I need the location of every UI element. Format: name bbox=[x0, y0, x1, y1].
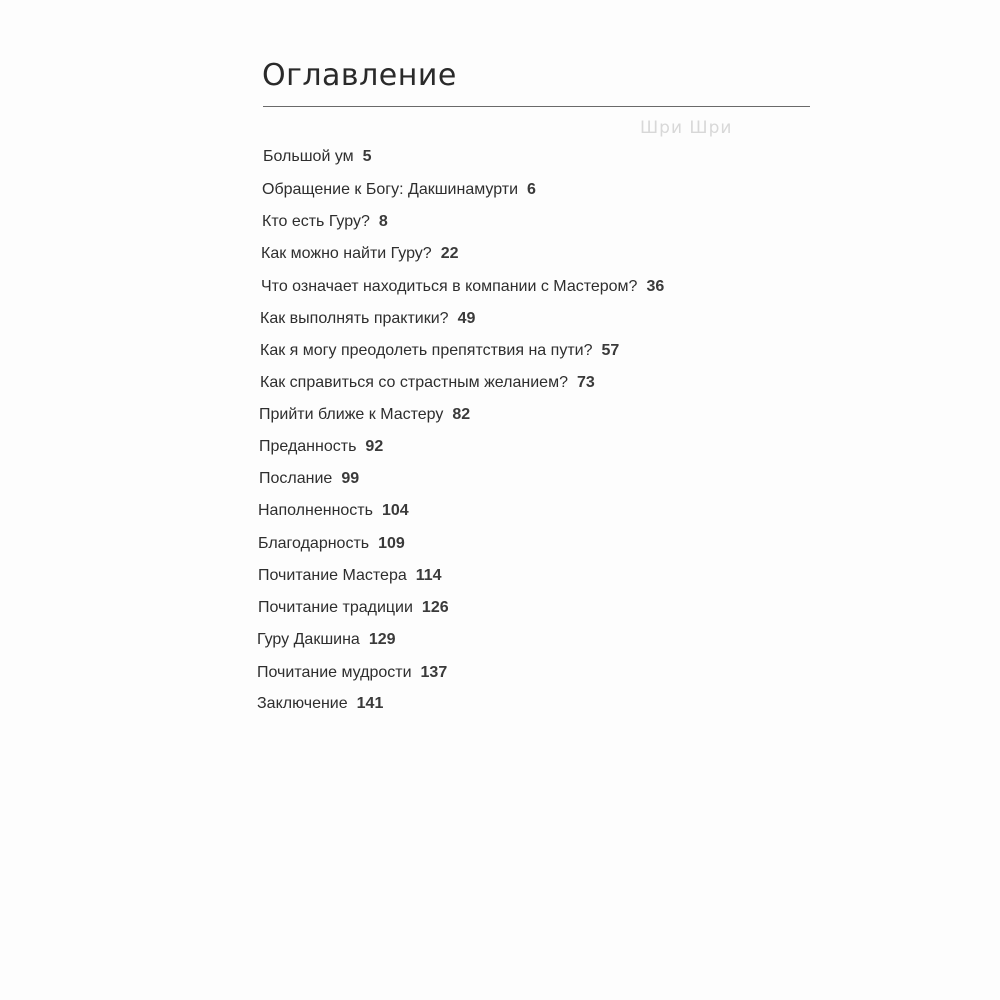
entry-page-number: 22 bbox=[440, 245, 459, 262]
entry-title: Заключение bbox=[257, 695, 348, 712]
entry-page-number: 36 bbox=[646, 278, 665, 295]
toc-entry bbox=[257, 694, 383, 714]
entry-title: Как я могу преодолеть препятствия на пути? bbox=[260, 342, 593, 359]
toc-entry bbox=[257, 663, 447, 683]
entry-page-number: 104 bbox=[381, 502, 409, 519]
entry-title: Послание bbox=[259, 470, 333, 487]
entry-title: Почитание мудрости bbox=[257, 664, 412, 681]
entry-title: Прийти ближе к Мастеру bbox=[259, 406, 444, 423]
entry-page-number: 8 bbox=[378, 213, 388, 230]
entry-page-number: 137 bbox=[420, 664, 448, 681]
toc-entry bbox=[261, 277, 664, 297]
bleed-through-text: Шри Шри bbox=[640, 118, 733, 138]
entry-page-number: 5 bbox=[362, 148, 372, 165]
entry-page-number: 92 bbox=[365, 438, 384, 455]
entry-page-number: 49 bbox=[457, 310, 476, 327]
toc-entry bbox=[258, 566, 442, 586]
toc-entry bbox=[257, 630, 396, 650]
toc-entry bbox=[263, 147, 372, 167]
entry-title: Гуру Дакшина bbox=[257, 631, 360, 648]
toc-entry bbox=[258, 534, 405, 554]
toc-entry bbox=[258, 598, 449, 618]
toc-entry bbox=[259, 437, 383, 457]
entry-page-number: 99 bbox=[341, 470, 360, 487]
toc-entry bbox=[258, 501, 409, 521]
entry-title: Кто есть Гуру? bbox=[262, 213, 370, 230]
entry-title: Как справиться со страстным желанием? bbox=[260, 374, 568, 391]
entry-page-number: 114 bbox=[415, 567, 442, 584]
entry-page-number: 57 bbox=[601, 342, 620, 359]
entry-page-number: 109 bbox=[378, 535, 405, 552]
entry-title: Преданность bbox=[259, 438, 357, 455]
entry-title: Наполненность bbox=[258, 502, 373, 519]
toc-entry bbox=[259, 469, 359, 489]
entry-page-number: 141 bbox=[356, 695, 384, 712]
toc-entry bbox=[261, 244, 458, 264]
entry-page-number: 129 bbox=[368, 631, 396, 648]
toc-entry bbox=[262, 212, 388, 232]
entry-page-number: 126 bbox=[421, 599, 449, 616]
toc-entry bbox=[260, 373, 595, 393]
toc-entry bbox=[260, 309, 475, 329]
entry-title: Большой ум bbox=[263, 148, 354, 165]
entry-title: Благодарность bbox=[258, 535, 370, 552]
toc-entry bbox=[260, 341, 619, 361]
entry-page-number: 82 bbox=[452, 406, 471, 423]
toc-entry bbox=[262, 180, 536, 200]
entry-title: Как выполнять практики? bbox=[260, 310, 449, 327]
entry-title: Обращение к Богу: Дакшинамурти bbox=[262, 181, 519, 198]
toc-entry bbox=[259, 405, 470, 425]
page-title: Оглавление bbox=[262, 58, 457, 93]
entry-title: Как можно найти Гуру? bbox=[261, 245, 432, 262]
entry-title: Что означает находиться в компании с Мастером? bbox=[261, 278, 638, 295]
entry-title: Почитание Мастера bbox=[258, 567, 407, 584]
entry-page-number: 6 bbox=[527, 181, 536, 198]
entry-title: Почитание традиции bbox=[258, 599, 413, 616]
entry-page-number: 73 bbox=[576, 374, 595, 391]
